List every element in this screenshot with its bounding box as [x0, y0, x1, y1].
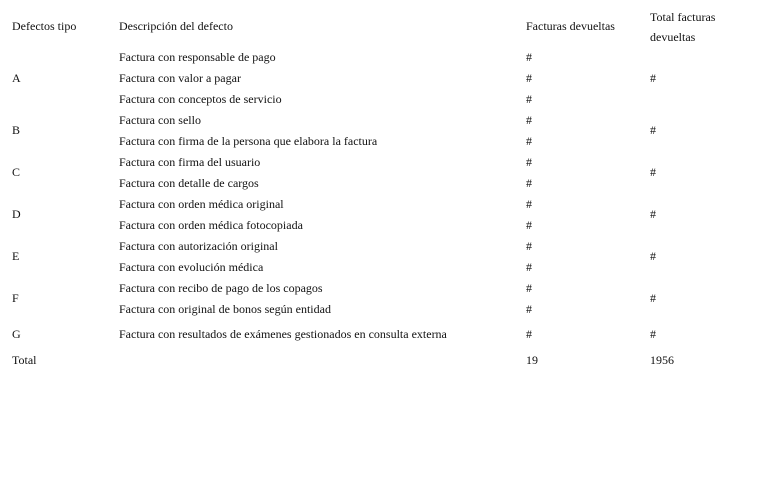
row-returned: # [526, 50, 532, 64]
group-total: # [650, 207, 656, 221]
row-returned: # [526, 197, 532, 211]
row-description: Factura con sello [119, 113, 201, 127]
row-description: Factura con original de bonos según entidad [119, 302, 331, 316]
group-type: B [12, 123, 21, 137]
group-total: # [650, 71, 656, 85]
header-total-returned-line2: devueltas [650, 30, 696, 44]
row-returned: # [526, 134, 532, 148]
group-type: F [12, 291, 19, 305]
row-returned: # [526, 327, 532, 341]
footer-total-label: Total [12, 353, 37, 367]
footer-returned: 19 [526, 353, 538, 367]
row-returned: # [526, 176, 532, 190]
row-returned: # [526, 239, 532, 253]
row-description: Factura con resultados de exámenes gestionados en consulta externa [119, 327, 447, 341]
row-description: Factura con autorización original [119, 239, 278, 253]
group-total: # [650, 249, 656, 263]
header-defect-type: Defectos tipo [12, 19, 77, 33]
row-description: Factura con firma del usuario [119, 155, 261, 169]
row-returned: # [526, 71, 532, 85]
row-description: Factura con responsable de pago [119, 50, 276, 64]
group-total: # [650, 327, 656, 341]
group-type: D [12, 207, 21, 221]
row-description: Factura con firma de la persona que elabora la factura [119, 134, 378, 148]
row-returned: # [526, 281, 532, 295]
group-total: # [650, 165, 656, 179]
group-total: # [650, 291, 656, 305]
row-description: Factura con detalle de cargos [119, 176, 259, 190]
group-type: E [12, 249, 20, 263]
header-total-returned-line1: Total facturas [650, 10, 716, 24]
row-returned: # [526, 260, 532, 274]
row-description: Factura con conceptos de servicio [119, 92, 282, 106]
row-returned: # [526, 155, 532, 169]
group-type: G [12, 327, 21, 341]
header-returned: Facturas devueltas [526, 19, 615, 33]
row-returned: # [526, 218, 532, 232]
group-type: A [12, 71, 21, 85]
footer-total-returned: 1956 [650, 353, 674, 367]
row-returned: # [526, 113, 532, 127]
row-description: Factura con orden médica fotocopiada [119, 218, 303, 232]
row-returned: # [526, 92, 532, 106]
row-description: Factura con orden médica original [119, 197, 284, 211]
group-total: # [650, 123, 656, 137]
row-description: Factura con evolución médica [119, 260, 264, 274]
row-description: Factura con recibo de pago de los copagos [119, 281, 323, 295]
row-returned: # [526, 302, 532, 316]
header-description: Descripción del defecto [119, 19, 233, 33]
row-description: Factura con valor a pagar [119, 71, 241, 85]
group-type: C [12, 165, 21, 179]
